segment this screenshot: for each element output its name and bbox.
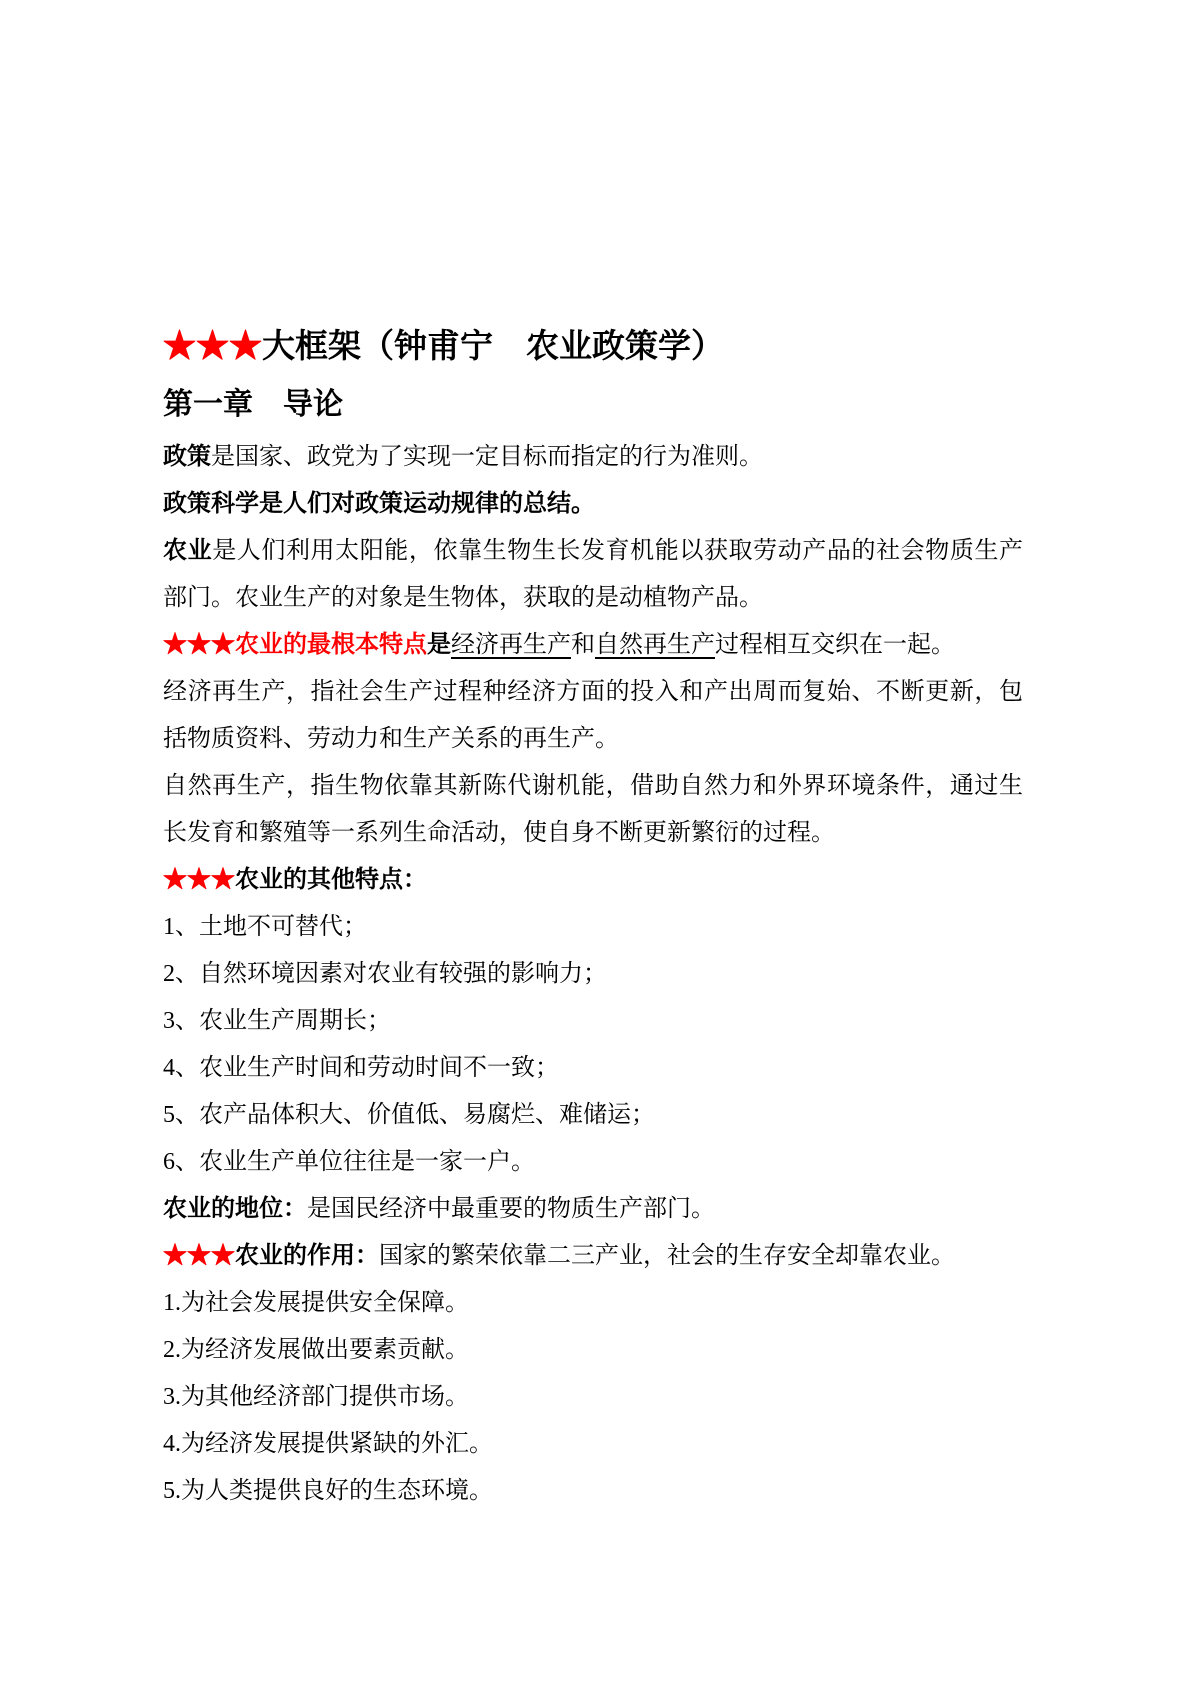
paragraph-8: [163, 904, 1023, 951]
document-content: [163, 0, 1023, 1515]
document-title-text: 大框架（钟甫宁 农业政策学）: [262, 329, 724, 365]
stars-marker: ★★★: [163, 1243, 235, 1269]
text-run: 农业: [163, 538, 213, 564]
paragraph-11: [163, 1045, 1023, 1092]
paragraph-12: [163, 1092, 1023, 1139]
text-run: 6、农业生产单位往往是一家一户。: [163, 1149, 535, 1175]
text-run: 1.为社会发展提供安全保障。: [163, 1290, 469, 1316]
text-run: 政策科学是人们对政策运动规律的总结。: [163, 491, 595, 517]
paragraph-13: [163, 1139, 1023, 1186]
text-run: 自然再生产，指生物依靠其新陈代谢机能，借助自然力和外界环境条件，通过生长发育和繁殖等一系列生命活动，使自身不断更新繁衍的过程。: [163, 773, 1023, 846]
document-title: [163, 328, 1023, 366]
text-run: 2、自然环境因素对农业有较强的影响力；: [163, 961, 607, 987]
text-run: 自然再生产: [595, 632, 715, 658]
stars-marker: ★★★农业的最根本特点: [163, 632, 427, 658]
paragraph-9: [163, 951, 1023, 998]
paragraph-17: [163, 1327, 1023, 1374]
chapter-heading: 第一章 导论: [163, 388, 343, 421]
paragraph-10: [163, 998, 1023, 1045]
text-run: 1、土地不可替代；: [163, 914, 367, 940]
text-run: 政策: [163, 444, 211, 470]
stars-marker: ★★★: [163, 329, 262, 365]
paragraph-20: [163, 1468, 1023, 1515]
text-run: 4.为经济发展提供紧缺的外汇。: [163, 1431, 493, 1457]
text-run: 是国家、政党为了实现一定目标而指定的行为准则。: [211, 444, 763, 470]
text-run: 国家的繁荣依靠二三产业，社会的生存安全却靠农业。: [379, 1243, 955, 1269]
text-run: 农业的其他特点：: [235, 867, 427, 893]
stars-marker: ★★★: [163, 867, 235, 893]
text-run: 过程相互交织在一起。: [715, 632, 955, 658]
document-body: [163, 434, 1023, 1515]
text-run: 经济再生产，指社会生产过程种经济方面的投入和产出周而复始、不断更新，包括物质资料、劳动力和生产关系的再生产。: [163, 679, 1023, 752]
text-run: 5、农产品体积大、价值低、易腐烂、难储运；: [163, 1102, 655, 1128]
paragraph-1: [163, 434, 1023, 481]
text-run: 是国民经济中最重要的物质生产部门。: [307, 1196, 715, 1222]
paragraph-4: [163, 622, 1023, 669]
paragraph-16: [163, 1280, 1023, 1327]
text-run: 农业的地位：: [163, 1196, 307, 1222]
paragraph-3: [163, 528, 1023, 622]
paragraph-2: [163, 481, 1023, 528]
text-run: 是: [427, 632, 451, 658]
paragraph-5: [163, 669, 1023, 763]
text-run: 和: [571, 632, 595, 658]
paragraph-15: [163, 1233, 1023, 1280]
paragraph-14: [163, 1186, 1023, 1233]
text-run: 3、农业生产周期长；: [163, 1008, 391, 1034]
paragraph-18: [163, 1374, 1023, 1421]
text-run: 农业的作用：: [235, 1243, 379, 1269]
text-run: 4、农业生产时间和劳动时间不一致；: [163, 1055, 559, 1081]
text-run: 5.为人类提供良好的生态环境。: [163, 1478, 493, 1504]
paragraph-19: [163, 1421, 1023, 1468]
paragraph-7: [163, 857, 1023, 904]
text-run: 3.为其他经济部门提供市场。: [163, 1384, 469, 1410]
text-run: 经济再生产: [451, 632, 571, 658]
text-run: 是人们利用太阳能，依靠生物生长发育机能以获取劳动产品的社会物质生产部门。农业生产的对象是生物体，获取的是动植物产品。: [163, 538, 1024, 611]
paragraph-6: [163, 763, 1023, 857]
text-run: 2.为经济发展做出要素贡献。: [163, 1337, 469, 1363]
